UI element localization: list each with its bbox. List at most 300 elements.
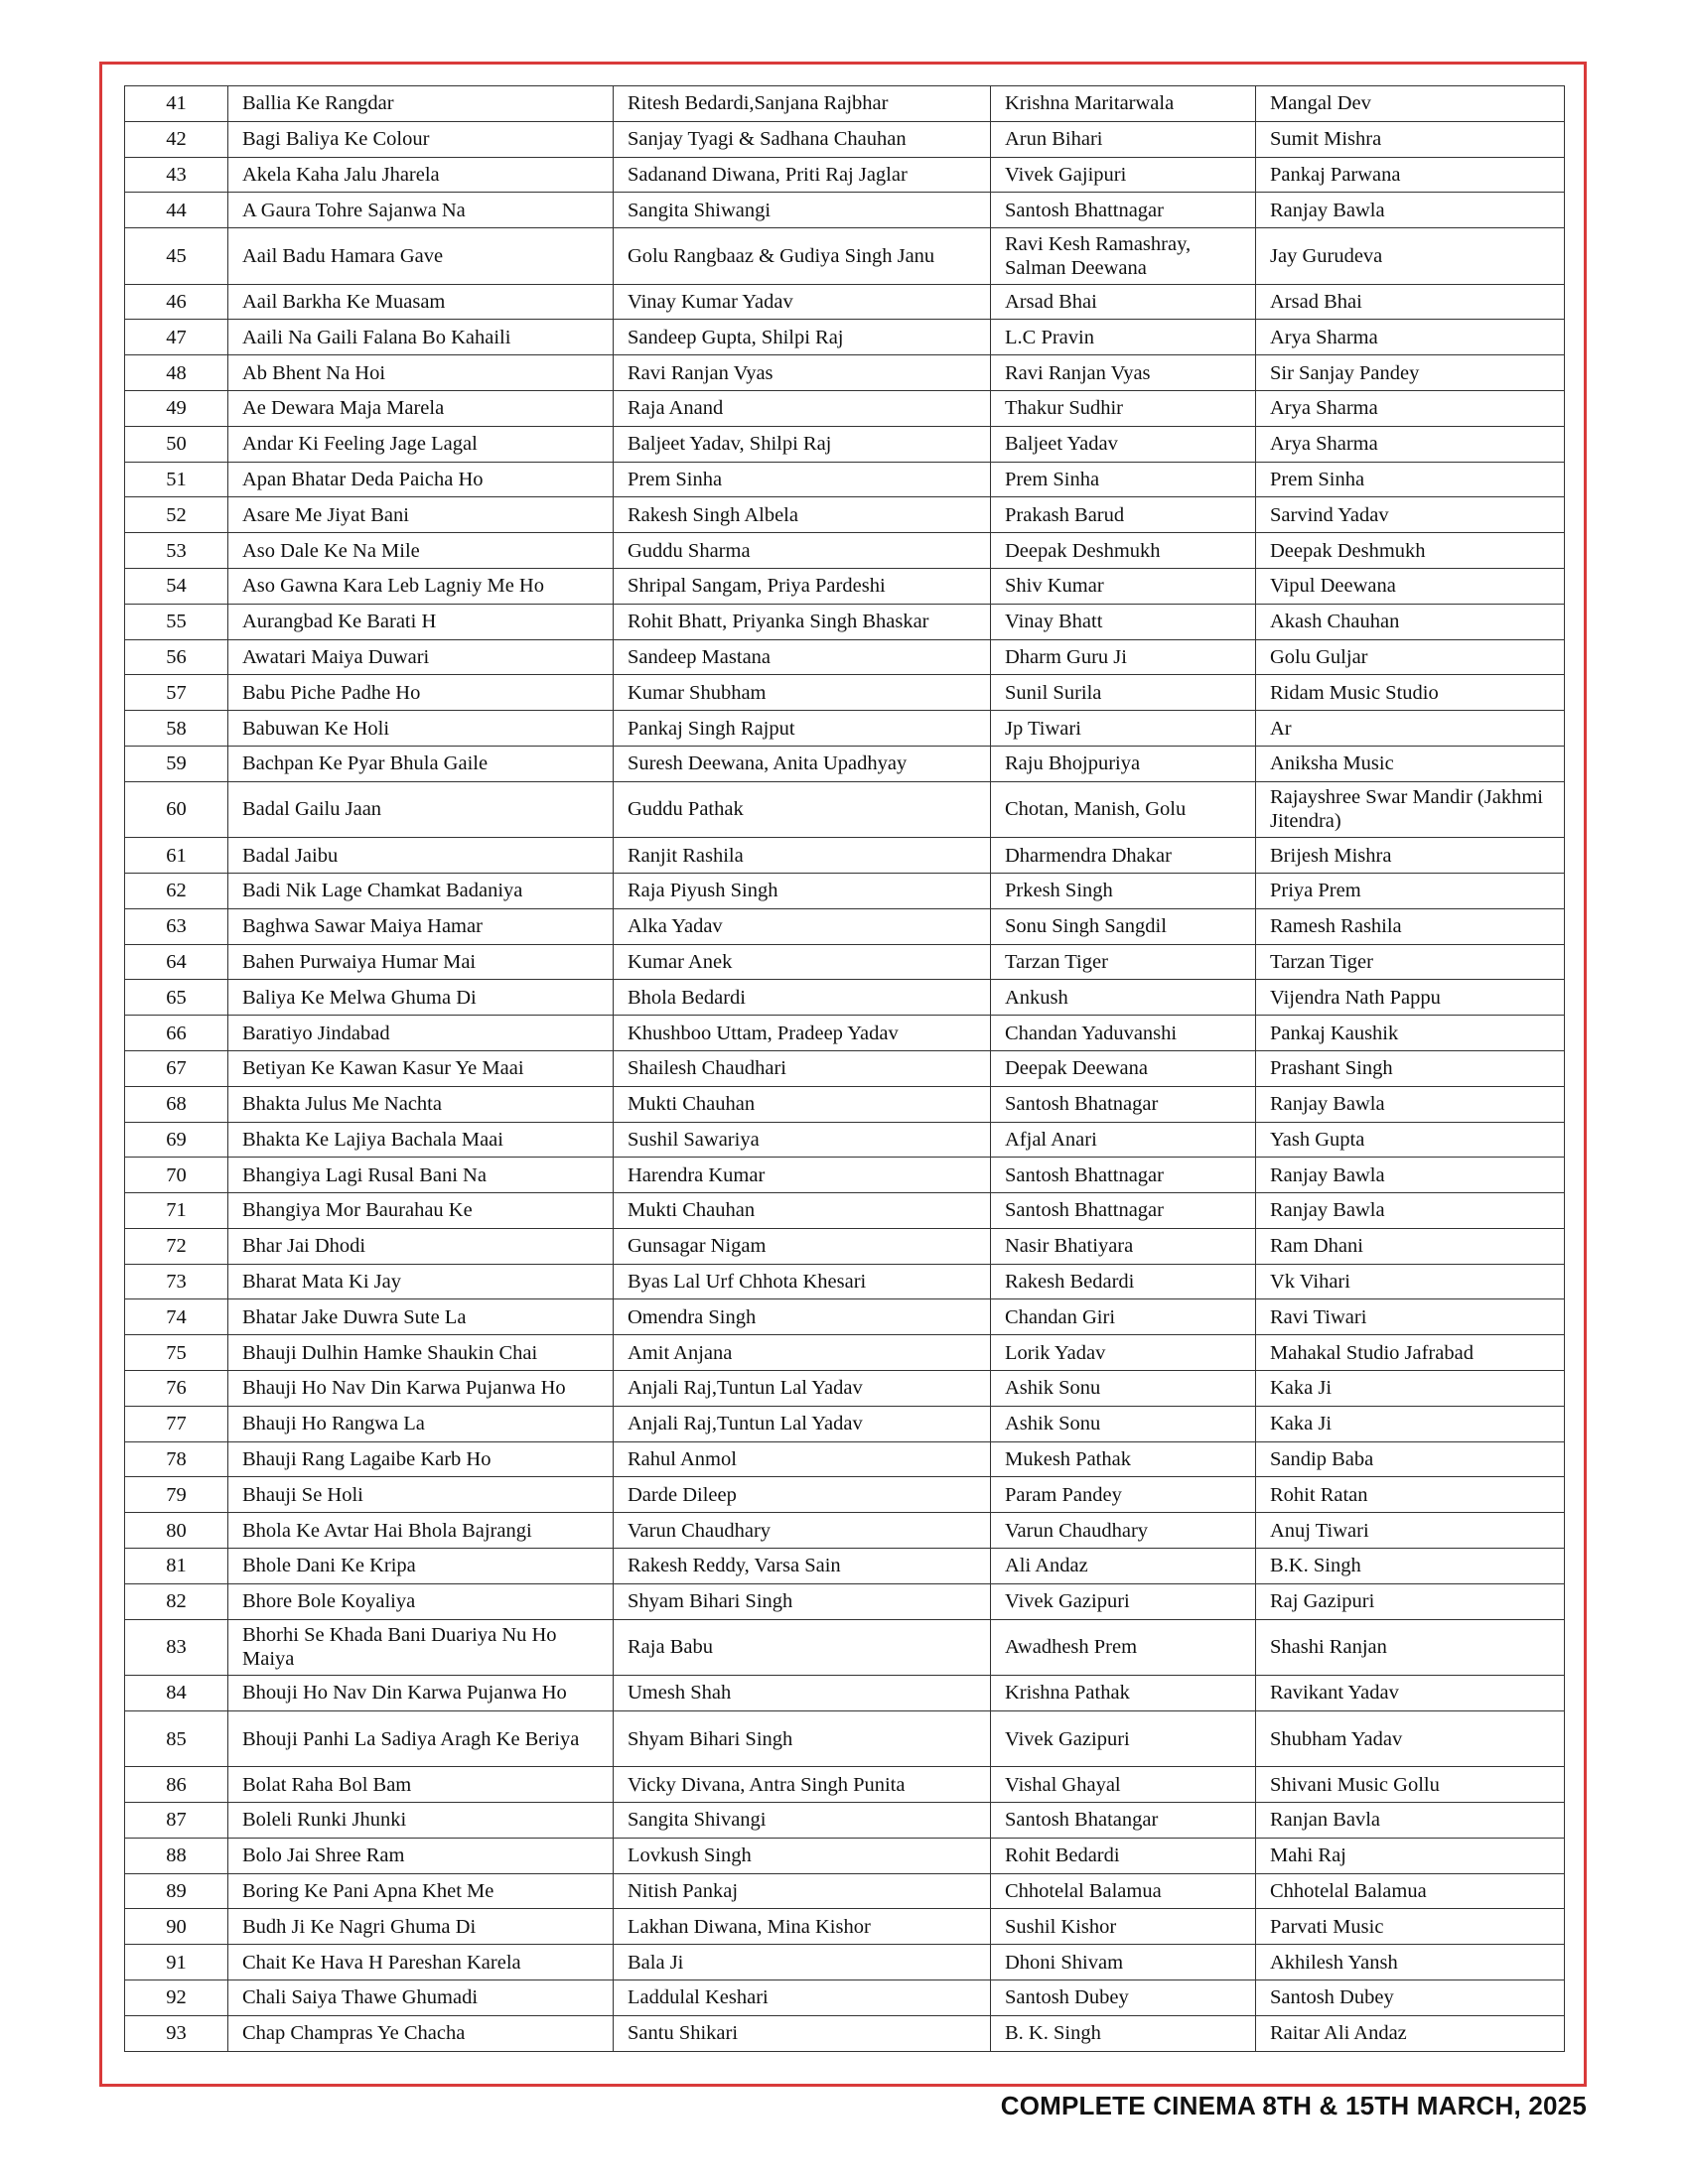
table-row: [125, 675, 1565, 711]
singer-cell: Shyam Bihari Singh: [614, 1710, 991, 1766]
song-title-cell: Bhauji Dulhin Hamke Shaukin Chai: [228, 1335, 614, 1371]
serial-number-cell: 80: [125, 1513, 228, 1549]
singer-cell: Rohit Bhatt, Priyanka Singh Bhaskar: [614, 604, 991, 639]
singer-cell: Mukti Chauhan: [614, 1086, 991, 1122]
lyricist-cell: Jp Tiwari: [991, 711, 1256, 747]
music-cell: Jay Gurudeva: [1256, 228, 1565, 284]
serial-number-cell: 50: [125, 426, 228, 462]
music-cell: Raitar Ali Andaz: [1256, 2015, 1565, 2051]
song-title-cell: Boring Ke Pani Apna Khet Me: [228, 1873, 614, 1909]
serial-number-cell: 73: [125, 1264, 228, 1299]
lyricist-cell: Mukesh Pathak: [991, 1441, 1256, 1477]
table-row: [125, 1335, 1565, 1371]
song-title-cell: Baliya Ke Melwa Ghuma Di: [228, 980, 614, 1016]
song-title-cell: Badal Gailu Jaan: [228, 781, 614, 837]
song-title-cell: Chap Champras Ye Chacha: [228, 2015, 614, 2051]
table-row: [125, 1158, 1565, 1193]
table-row: [125, 1838, 1565, 1873]
table-row: [125, 1193, 1565, 1229]
lyricist-cell: Krishna Maritarwala: [991, 86, 1256, 122]
song-title-cell: Bolo Jai Shree Ram: [228, 1838, 614, 1873]
music-cell: Vipul Deewana: [1256, 568, 1565, 604]
table-row: [125, 1945, 1565, 1980]
song-title-cell: Bhauji Ho Rangwa La: [228, 1406, 614, 1441]
lyricist-cell: Ali Andaz: [991, 1549, 1256, 1584]
serial-number-cell: 74: [125, 1299, 228, 1335]
song-title-cell: Bhorhi Se Khada Bani Duariya Nu Ho Maiya: [228, 1619, 614, 1675]
table-row: [125, 533, 1565, 569]
song-title-cell: Aail Barkha Ke Muasam: [228, 284, 614, 320]
music-cell: Prashant Singh: [1256, 1050, 1565, 1086]
singer-cell: Golu Rangbaaz & Gudiya Singh Janu: [614, 228, 991, 284]
song-title-cell: Bhatar Jake Duwra Sute La: [228, 1299, 614, 1335]
singer-cell: Kumar Anek: [614, 944, 991, 980]
table-row: [125, 1264, 1565, 1299]
serial-number-cell: 69: [125, 1122, 228, 1158]
music-cell: Ranjay Bawla: [1256, 193, 1565, 228]
lyricist-cell: Santosh Bhatangar: [991, 1803, 1256, 1839]
song-title-cell: Chali Saiya Thawe Ghumadi: [228, 1980, 614, 2016]
table-row: [125, 121, 1565, 157]
table-row: [125, 1767, 1565, 1803]
song-title-cell: Bagi Baliya Ke Colour: [228, 121, 614, 157]
serial-number-cell: 82: [125, 1583, 228, 1619]
lyricist-cell: Param Pandey: [991, 1477, 1256, 1513]
serial-number-cell: 55: [125, 604, 228, 639]
lyricist-cell: Lorik Yadav: [991, 1335, 1256, 1371]
serial-number-cell: 66: [125, 1016, 228, 1051]
serial-number-cell: 81: [125, 1549, 228, 1584]
music-cell: Santosh Dubey: [1256, 1980, 1565, 2016]
singer-cell: Pankaj Singh Rajput: [614, 711, 991, 747]
table-row: [125, 781, 1565, 837]
lyricist-cell: Ravi Ranjan Vyas: [991, 355, 1256, 391]
song-title-cell: Bolat Raha Bol Bam: [228, 1767, 614, 1803]
music-cell: Ravikant Yadav: [1256, 1676, 1565, 1711]
song-title-cell: Asare Me Jiyat Bani: [228, 497, 614, 533]
music-cell: Prem Sinha: [1256, 462, 1565, 497]
singer-cell: Lovkush Singh: [614, 1838, 991, 1873]
singer-cell: Anjali Raj,Tuntun Lal Yadav: [614, 1371, 991, 1407]
table-row: [125, 2015, 1565, 2051]
lyricist-cell: Krishna Pathak: [991, 1676, 1256, 1711]
music-cell: Brijesh Mishra: [1256, 838, 1565, 874]
singer-cell: Suresh Deewana, Anita Upadhyay: [614, 746, 991, 781]
lyricist-cell: Deepak Deewana: [991, 1050, 1256, 1086]
singer-cell: Baljeet Yadav, Shilpi Raj: [614, 426, 991, 462]
song-title-cell: Aaili Na Gaili Falana Bo Kahaili: [228, 320, 614, 355]
singer-cell: Raja Piyush Singh: [614, 873, 991, 908]
serial-number-cell: 85: [125, 1710, 228, 1766]
lyricist-cell: Awadhesh Prem: [991, 1619, 1256, 1675]
singer-cell: Sandeep Mastana: [614, 639, 991, 675]
song-credits-table: [124, 85, 1565, 2052]
table-row: [125, 390, 1565, 426]
table-row: [125, 1441, 1565, 1477]
lyricist-cell: Ashik Sonu: [991, 1406, 1256, 1441]
table-row: [125, 746, 1565, 781]
singer-cell: Kumar Shubham: [614, 675, 991, 711]
table-row: [125, 1122, 1565, 1158]
lyricist-cell: Vishal Ghayal: [991, 1767, 1256, 1803]
song-title-cell: Aso Gawna Kara Leb Lagniy Me Ho: [228, 568, 614, 604]
serial-number-cell: 53: [125, 533, 228, 569]
lyricist-cell: Varun Chaudhary: [991, 1513, 1256, 1549]
song-title-cell: Bhauji Rang Lagaibe Karb Ho: [228, 1441, 614, 1477]
singer-cell: Sangita Shiwangi: [614, 193, 991, 228]
table-row: [125, 1513, 1565, 1549]
music-cell: Chhotelal Balamua: [1256, 1873, 1565, 1909]
serial-number-cell: 70: [125, 1158, 228, 1193]
serial-number-cell: 63: [125, 908, 228, 944]
serial-number-cell: 45: [125, 228, 228, 284]
singer-cell: Prem Sinha: [614, 462, 991, 497]
lyricist-cell: Deepak Deshmukh: [991, 533, 1256, 569]
singer-cell: Shripal Sangam, Priya Pardeshi: [614, 568, 991, 604]
table-row: [125, 1980, 1565, 2016]
serial-number-cell: 83: [125, 1619, 228, 1675]
music-cell: Golu Guljar: [1256, 639, 1565, 675]
singer-cell: Darde Dileep: [614, 1477, 991, 1513]
singer-cell: Rakesh Reddy, Varsa Sain: [614, 1549, 991, 1584]
serial-number-cell: 93: [125, 2015, 228, 2051]
serial-number-cell: 61: [125, 838, 228, 874]
serial-number-cell: 46: [125, 284, 228, 320]
serial-number-cell: 42: [125, 121, 228, 157]
serial-number-cell: 41: [125, 86, 228, 122]
table-row: [125, 497, 1565, 533]
singer-cell: Rakesh Singh Albela: [614, 497, 991, 533]
serial-number-cell: 78: [125, 1441, 228, 1477]
lyricist-cell: Prkesh Singh: [991, 873, 1256, 908]
song-title-cell: Bhola Ke Avtar Hai Bhola Bajrangi: [228, 1513, 614, 1549]
music-cell: Ranjay Bawla: [1256, 1193, 1565, 1229]
table-row: [125, 1619, 1565, 1675]
table-row: [125, 284, 1565, 320]
song-title-cell: Aail Badu Hamara Gave: [228, 228, 614, 284]
serial-number-cell: 64: [125, 944, 228, 980]
table-row: [125, 1016, 1565, 1051]
singer-cell: Sadanand Diwana, Priti Raj Jaglar: [614, 157, 991, 193]
song-title-cell: Ae Dewara Maja Marela: [228, 390, 614, 426]
singer-cell: Gunsagar Nigam: [614, 1228, 991, 1264]
serial-number-cell: 57: [125, 675, 228, 711]
serial-number-cell: 43: [125, 157, 228, 193]
song-title-cell: A Gaura Tohre Sajanwa Na: [228, 193, 614, 228]
table-row: [125, 980, 1565, 1016]
singer-cell: Omendra Singh: [614, 1299, 991, 1335]
music-cell: Priya Prem: [1256, 873, 1565, 908]
singer-cell: Ravi Ranjan Vyas: [614, 355, 991, 391]
serial-number-cell: 91: [125, 1945, 228, 1980]
lyricist-cell: Thakur Sudhir: [991, 390, 1256, 426]
singer-cell: Ranjit Rashila: [614, 838, 991, 874]
song-title-cell: Budh Ji Ke Nagri Ghuma Di: [228, 1909, 614, 1945]
lyricist-cell: Dharmendra Dhakar: [991, 838, 1256, 874]
song-title-cell: Aurangbad Ke Barati H: [228, 604, 614, 639]
serial-number-cell: 71: [125, 1193, 228, 1229]
music-cell: Sarvind Yadav: [1256, 497, 1565, 533]
lyricist-cell: Santosh Bhattnagar: [991, 1158, 1256, 1193]
table-row: [125, 1873, 1565, 1909]
song-title-cell: Bhauji Ho Nav Din Karwa Pujanwa Ho: [228, 1371, 614, 1407]
singer-cell: Varun Chaudhary: [614, 1513, 991, 1549]
song-title-cell: Bhole Dani Ke Kripa: [228, 1549, 614, 1584]
singer-cell: Vinay Kumar Yadav: [614, 284, 991, 320]
music-cell: Akash Chauhan: [1256, 604, 1565, 639]
serial-number-cell: 90: [125, 1909, 228, 1945]
music-cell: Ranjan Bavla: [1256, 1803, 1565, 1839]
singer-cell: Vicky Divana, Antra Singh Punita: [614, 1767, 991, 1803]
lyricist-cell: Tarzan Tiger: [991, 944, 1256, 980]
song-title-cell: Bachpan Ke Pyar Bhula Gaile: [228, 746, 614, 781]
serial-number-cell: 56: [125, 639, 228, 675]
table-row: [125, 228, 1565, 284]
song-title-cell: Betiyan Ke Kawan Kasur Ye Maai: [228, 1050, 614, 1086]
music-cell: Shashi Ranjan: [1256, 1619, 1565, 1675]
table-row: [125, 86, 1565, 122]
music-cell: Mangal Dev: [1256, 86, 1565, 122]
singer-cell: Bala Ji: [614, 1945, 991, 1980]
song-title-cell: Baratiyo Jindabad: [228, 1016, 614, 1051]
singer-cell: Bhola Bedardi: [614, 980, 991, 1016]
singer-cell: Harendra Kumar: [614, 1158, 991, 1193]
lyricist-cell: Raju Bhojpuriya: [991, 746, 1256, 781]
song-title-cell: Bhangiya Lagi Rusal Bani Na: [228, 1158, 614, 1193]
serial-number-cell: 75: [125, 1335, 228, 1371]
music-cell: Arya Sharma: [1256, 320, 1565, 355]
lyricist-cell: Santosh Bhattnagar: [991, 1193, 1256, 1229]
song-title-cell: Bhore Bole Koyaliya: [228, 1583, 614, 1619]
song-title-cell: Babuwan Ke Holi: [228, 711, 614, 747]
music-cell: Mahakal Studio Jafrabad: [1256, 1335, 1565, 1371]
music-cell: Arsad Bhai: [1256, 284, 1565, 320]
serial-number-cell: 60: [125, 781, 228, 837]
music-cell: Akhilesh Yansh: [1256, 1945, 1565, 1980]
lyricist-cell: Arun Bihari: [991, 121, 1256, 157]
music-cell: Tarzan Tiger: [1256, 944, 1565, 980]
lyricist-cell: Chhotelal Balamua: [991, 1873, 1256, 1909]
singer-cell: Santu Shikari: [614, 2015, 991, 2051]
lyricist-cell: Chandan Giri: [991, 1299, 1256, 1335]
serial-number-cell: 48: [125, 355, 228, 391]
table-row: [125, 711, 1565, 747]
song-title-cell: Ab Bhent Na Hoi: [228, 355, 614, 391]
music-cell: Ranjay Bawla: [1256, 1086, 1565, 1122]
serial-number-cell: 65: [125, 980, 228, 1016]
serial-number-cell: 47: [125, 320, 228, 355]
song-title-cell: Bhakta Julus Me Nachta: [228, 1086, 614, 1122]
song-title-cell: Akela Kaha Jalu Jharela: [228, 157, 614, 193]
table-row: [125, 838, 1565, 874]
serial-number-cell: 92: [125, 1980, 228, 2016]
singer-cell: Guddu Sharma: [614, 533, 991, 569]
table-row: [125, 1371, 1565, 1407]
table-row: [125, 1299, 1565, 1335]
table-row: [125, 873, 1565, 908]
music-cell: B.K. Singh: [1256, 1549, 1565, 1584]
singer-cell: Sandeep Gupta, Shilpi Raj: [614, 320, 991, 355]
lyricist-cell: Vinay Bhatt: [991, 604, 1256, 639]
lyricist-cell: Arsad Bhai: [991, 284, 1256, 320]
singer-cell: Sushil Sawariya: [614, 1122, 991, 1158]
lyricist-cell: Baljeet Yadav: [991, 426, 1256, 462]
singer-cell: Raja Babu: [614, 1619, 991, 1675]
song-title-cell: Bhauji Se Holi: [228, 1477, 614, 1513]
singer-cell: Raja Anand: [614, 390, 991, 426]
song-title-cell: Andar Ki Feeling Jage Lagal: [228, 426, 614, 462]
singer-cell: Laddulal Keshari: [614, 1980, 991, 2016]
lyricist-cell: Santosh Dubey: [991, 1980, 1256, 2016]
singer-cell: Ritesh Bedardi,Sanjana Rajbhar: [614, 86, 991, 122]
music-cell: Raj Gazipuri: [1256, 1583, 1565, 1619]
serial-number-cell: 77: [125, 1406, 228, 1441]
lyricist-cell: Sonu Singh Sangdil: [991, 908, 1256, 944]
lyricist-cell: Dhoni Shivam: [991, 1945, 1256, 1980]
table-row: [125, 193, 1565, 228]
music-cell: Sir Sanjay Pandey: [1256, 355, 1565, 391]
table-row: [125, 908, 1565, 944]
music-cell: Deepak Deshmukh: [1256, 533, 1565, 569]
table-row: [125, 1909, 1565, 1945]
song-title-cell: Aso Dale Ke Na Mile: [228, 533, 614, 569]
music-cell: Parvati Music: [1256, 1909, 1565, 1945]
serial-number-cell: 87: [125, 1803, 228, 1839]
music-cell: Arya Sharma: [1256, 390, 1565, 426]
music-cell: Ar: [1256, 711, 1565, 747]
lyricist-cell: Rakesh Bedardi: [991, 1264, 1256, 1299]
music-cell: Yash Gupta: [1256, 1122, 1565, 1158]
serial-number-cell: 68: [125, 1086, 228, 1122]
lyricist-cell: Ravi Kesh Ramashray, Salman Deewana: [991, 228, 1256, 284]
table-row: [125, 944, 1565, 980]
table-row: [125, 157, 1565, 193]
lyricist-cell: Sushil Kishor: [991, 1909, 1256, 1945]
song-title-cell: Badal Jaibu: [228, 838, 614, 874]
table-row: [125, 1710, 1565, 1766]
music-cell: Pankaj Kaushik: [1256, 1016, 1565, 1051]
lyricist-cell: Ankush: [991, 980, 1256, 1016]
table-row: [125, 604, 1565, 639]
serial-number-cell: 84: [125, 1676, 228, 1711]
table-row: [125, 1406, 1565, 1441]
serial-number-cell: 58: [125, 711, 228, 747]
music-cell: Arya Sharma: [1256, 426, 1565, 462]
serial-number-cell: 88: [125, 1838, 228, 1873]
lyricist-cell: Rohit Bedardi: [991, 1838, 1256, 1873]
music-cell: Rohit Ratan: [1256, 1477, 1565, 1513]
music-cell: Ranjay Bawla: [1256, 1158, 1565, 1193]
music-cell: Anuj Tiwari: [1256, 1513, 1565, 1549]
song-title-cell: Boleli Runki Jhunki: [228, 1803, 614, 1839]
lyricist-cell: Prakash Barud: [991, 497, 1256, 533]
serial-number-cell: 76: [125, 1371, 228, 1407]
lyricist-cell: Vivek Gazipuri: [991, 1583, 1256, 1619]
lyricist-cell: Ashik Sonu: [991, 1371, 1256, 1407]
singer-cell: Khushboo Uttam, Pradeep Yadav: [614, 1016, 991, 1051]
singer-cell: Umesh Shah: [614, 1676, 991, 1711]
music-cell: Shubham Yadav: [1256, 1710, 1565, 1766]
song-title-cell: Badi Nik Lage Chamkat Badaniya: [228, 873, 614, 908]
serial-number-cell: 49: [125, 390, 228, 426]
serial-number-cell: 79: [125, 1477, 228, 1513]
serial-number-cell: 54: [125, 568, 228, 604]
singer-cell: Sangita Shivangi: [614, 1803, 991, 1839]
table-row: [125, 426, 1565, 462]
lyricist-cell: Dharm Guru Ji: [991, 639, 1256, 675]
song-title-cell: Chait Ke Hava H Pareshan Karela: [228, 1945, 614, 1980]
serial-number-cell: 59: [125, 746, 228, 781]
table-row: [125, 355, 1565, 391]
table-row: [125, 568, 1565, 604]
lyricist-cell: Prem Sinha: [991, 462, 1256, 497]
singer-cell: Shailesh Chaudhari: [614, 1050, 991, 1086]
singer-cell: Guddu Pathak: [614, 781, 991, 837]
lyricist-cell: Sunil Surila: [991, 675, 1256, 711]
lyricist-cell: Shiv Kumar: [991, 568, 1256, 604]
serial-number-cell: 62: [125, 873, 228, 908]
publication-footer: COMPLETE CINEMA 8TH & 15TH MARCH, 2025: [1000, 2091, 1587, 2120]
song-title-cell: Babu Piche Padhe Ho: [228, 675, 614, 711]
lyricist-cell: Vivek Gazipuri: [991, 1710, 1256, 1766]
music-cell: Sandip Baba: [1256, 1441, 1565, 1477]
singer-cell: Alka Yadav: [614, 908, 991, 944]
song-title-cell: Apan Bhatar Deda Paicha Ho: [228, 462, 614, 497]
serial-number-cell: 52: [125, 497, 228, 533]
music-cell: Aniksha Music: [1256, 746, 1565, 781]
lyricist-cell: Vivek Gajipuri: [991, 157, 1256, 193]
lyricist-cell: L.C Pravin: [991, 320, 1256, 355]
music-cell: Ravi Tiwari: [1256, 1299, 1565, 1335]
song-title-cell: Baghwa Sawar Maiya Hamar: [228, 908, 614, 944]
lyricist-cell: Chotan, Manish, Golu: [991, 781, 1256, 837]
song-title-cell: Bharat Mata Ki Jay: [228, 1264, 614, 1299]
table-row: [125, 1477, 1565, 1513]
song-credits-table-body: [125, 86, 1565, 2052]
singer-cell: Nitish Pankaj: [614, 1873, 991, 1909]
song-title-cell: Bhouji Panhi La Sadiya Aragh Ke Beriya: [228, 1710, 614, 1766]
singer-cell: Shyam Bihari Singh: [614, 1583, 991, 1619]
singer-cell: Anjali Raj,Tuntun Lal Yadav: [614, 1406, 991, 1441]
music-cell: Ridam Music Studio: [1256, 675, 1565, 711]
serial-number-cell: 44: [125, 193, 228, 228]
table-row: [125, 462, 1565, 497]
music-cell: Kaka Ji: [1256, 1406, 1565, 1441]
music-cell: Kaka Ji: [1256, 1371, 1565, 1407]
lyricist-cell: Santosh Bhattnagar: [991, 193, 1256, 228]
singer-cell: Byas Lal Urf Chhota Khesari: [614, 1264, 991, 1299]
table-row: [125, 320, 1565, 355]
music-cell: Vk Vihari: [1256, 1264, 1565, 1299]
song-title-cell: Bahen Purwaiya Humar Mai: [228, 944, 614, 980]
singer-cell: Mukti Chauhan: [614, 1193, 991, 1229]
singer-cell: Lakhan Diwana, Mina Kishor: [614, 1909, 991, 1945]
song-title-cell: Ballia Ke Rangdar: [228, 86, 614, 122]
song-title-cell: Bhakta Ke Lajiya Bachala Maai: [228, 1122, 614, 1158]
serial-number-cell: 86: [125, 1767, 228, 1803]
table-row: [125, 1086, 1565, 1122]
table-row: [125, 1228, 1565, 1264]
serial-number-cell: 67: [125, 1050, 228, 1086]
song-title-cell: Bhangiya Mor Baurahau Ke: [228, 1193, 614, 1229]
serial-number-cell: 89: [125, 1873, 228, 1909]
lyricist-cell: B. K. Singh: [991, 2015, 1256, 2051]
serial-number-cell: 51: [125, 462, 228, 497]
song-title-cell: Bhar Jai Dhodi: [228, 1228, 614, 1264]
lyricist-cell: Santosh Bhatnagar: [991, 1086, 1256, 1122]
song-title-cell: Awatari Maiya Duwari: [228, 639, 614, 675]
music-cell: Rajayshree Swar Mandir (Jakhmi Jitendra): [1256, 781, 1565, 837]
